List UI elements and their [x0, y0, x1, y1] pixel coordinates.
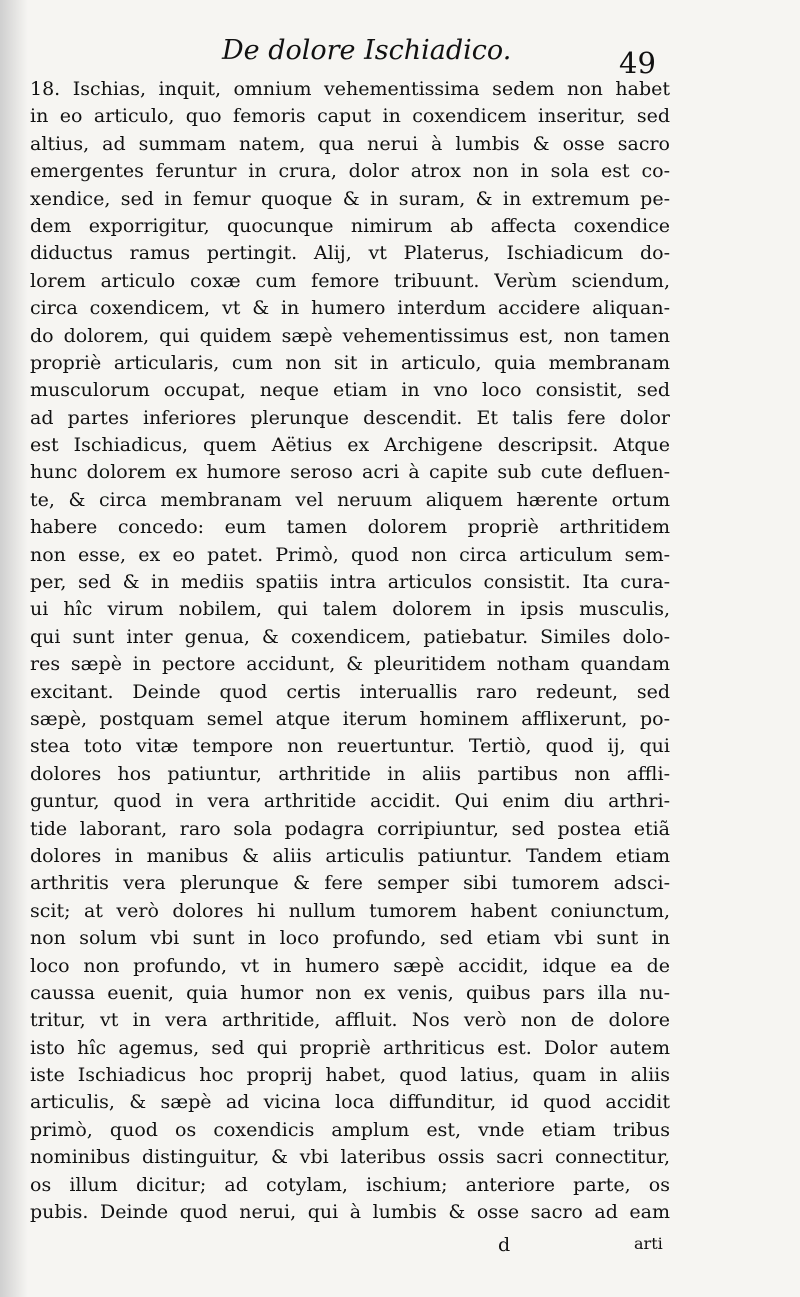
- body-text: [30, 76, 670, 1226]
- text-line: scit; at verò dolores hi nullum tumorem habent coniunctum,: [30, 899, 670, 922]
- text-line: res sæpè in pectore accidunt, & pleuritidem notham quandam: [30, 653, 670, 676]
- text-line: tide laborant, raro sola podagra corripiuntur, sed postea etiã: [30, 817, 670, 840]
- text-line: isto hîc agemus, sed qui propriè arthriticus est. Dolor autem: [30, 1036, 670, 1059]
- text-line: musculorum occupat, neque etiam in vno loco consistit, sed: [30, 379, 670, 402]
- text-line: diductus ramus pertingit. Alij, vt Platerus, Ischiadicum do-: [30, 242, 670, 265]
- text-line: sæpè, postquam semel atque iterum hominem afflixerunt, po-: [30, 707, 670, 730]
- text-line: est Ischiadicus, quem Aëtius ex Archigene descripsit. Atque: [30, 434, 670, 457]
- text-line: dolores in manibus & aliis articulis patiuntur. Tandem etiam: [30, 844, 670, 867]
- text-line: non esse, ex eo patet. Primò, quod non circa articulum sem-: [30, 543, 670, 566]
- text-line: nominibus distinguitur, & vbi lateribus ossis sacri connectitur,: [30, 1146, 670, 1169]
- text-line: ui hîc virum nobilem, qui talem dolorem in ipsis musculis,: [30, 598, 670, 621]
- text-line: habere concedo: eum tamen dolorem propriè arthritidem: [30, 516, 670, 539]
- text-line: xendice, sed in femur quoque & in suram, & in extremum pe-: [30, 187, 670, 210]
- text-line: emergentes feruntur in crura, dolor atrox non in sola est co-: [30, 160, 670, 183]
- text-line: os illum dicitur; ad cotylam, ischium; anteriore parte, os: [30, 1173, 670, 1196]
- text-line: guntur, quod in vera arthritide accidit. Qui enim diu arthri-: [30, 790, 670, 813]
- text-line: lorem articulo coxæ cum femore tribuunt. Verùm sciendum,: [30, 269, 670, 292]
- text-line: hunc dolorem ex humore seroso acri à capite sub cute defluen-: [30, 461, 670, 484]
- text-line: ad partes inferiores plerunque descendit. Et talis fere dolor: [30, 406, 670, 429]
- text-line: do dolorem, qui quidem sæpè vehementissimus est, non tamen: [30, 324, 670, 347]
- text-line: altius, ad summam natem, qua nerui à lumbis & osse sacro: [30, 132, 670, 155]
- text-line: primò, quod os coxendicis amplum est, vnde etiam tribus: [30, 1118, 670, 1141]
- catchword: arti: [634, 1234, 663, 1253]
- text-line: loco non profundo, vt in humero sæpè accidit, idque ea de: [30, 954, 670, 977]
- text-line: articulis, & sæpè ad vicina loca diffunditur, id quod accidit: [30, 1091, 670, 1114]
- text-line: in eo articulo, quo femoris caput in coxendicem inseritur, sed: [30, 105, 670, 128]
- page-footer: [0, 1234, 800, 1264]
- text-line: 18. Ischias, inquit, omnium vehementissima sedem non habet: [30, 78, 670, 100]
- running-head-title: De dolore Ischiadico.: [222, 35, 512, 66]
- text-line: excitant. Deinde quod certis interuallis raro redeunt, sed: [30, 680, 670, 703]
- text-line: propriè articularis, cum non sit in articulo, quia membranam: [30, 351, 670, 374]
- page-gutter-shadow: [0, 0, 28, 1297]
- text-line: non solum vbi sunt in loco profundo, sed etiam vbi sunt in: [30, 927, 670, 950]
- text-line: dolores hos patiuntur, arthritide in aliis partibus non affli-: [30, 762, 670, 785]
- text-line: tritur, vt in vera arthritide, affluit. Nos verò non de dolore: [30, 1009, 670, 1032]
- text-line: te, & circa membranam vel neruum aliquem hærente ortum: [30, 488, 670, 511]
- text-line: pubis. Deinde quod nerui, qui à lumbis & osse sacro ad eam: [30, 1201, 670, 1224]
- text-line: caussa euenit, quia humor non ex venis, quibus pars illa nu-: [30, 981, 670, 1004]
- text-line: per, sed & in mediis spatiis intra articulos consistit. Ita cura-: [30, 571, 670, 594]
- text-line: dem exporrigitur, quocunque nimirum ab affecta coxendice: [30, 214, 670, 237]
- text-line: stea toto vitæ tempore non reuertuntur. Tertiò, quod ij, qui: [30, 735, 670, 758]
- text-line: arthritis vera plerunque & fere semper sibi tumorem adsci-: [30, 872, 670, 895]
- text-line: iste Ischiadicus hoc proprij habet, quod latius, quam in aliis: [30, 1064, 670, 1087]
- text-line: circa coxendicem, vt & in humero interdum accidere aliquan-: [30, 297, 670, 320]
- running-head: [0, 34, 800, 80]
- text-line: qui sunt inter genua, & coxendicem, patiebatur. Similes dolo-: [30, 625, 670, 648]
- signature-mark: d: [498, 1234, 511, 1256]
- page-number: 49: [619, 46, 656, 80]
